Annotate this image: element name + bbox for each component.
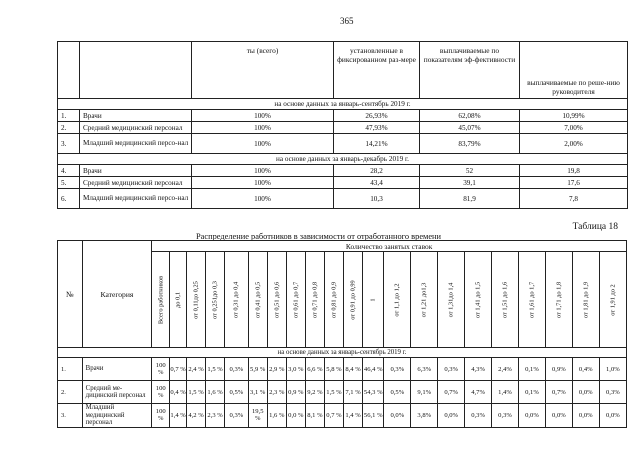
row-value: 5,9 % — [248, 358, 267, 381]
column-header-label: от 0,91 до 0,99 — [349, 279, 357, 320]
section-row — [58, 99, 628, 110]
row-category: Младший медицинский персо-нал — [80, 134, 192, 154]
column-header — [344, 252, 363, 348]
column-header — [545, 252, 572, 348]
row-number: 2. — [58, 381, 83, 404]
row-total: 100% — [192, 122, 334, 134]
column-header — [248, 252, 267, 348]
row-category: Младший медицинский персонал — [82, 404, 152, 428]
column-header-label: от 0,251до 0,3 — [211, 280, 219, 319]
row-value: 0,9% — [545, 358, 572, 381]
column-header-label: от 1,1 до 1,2 — [393, 282, 401, 317]
column-header-label: Всего работников — [157, 275, 165, 324]
table-row — [58, 177, 628, 189]
column-header — [267, 252, 286, 348]
row-value: 0,3% — [492, 404, 519, 428]
header-group: Количество занятых ставок — [152, 241, 627, 252]
header-number: № — [58, 241, 83, 348]
row-value: 0,5% — [384, 381, 411, 404]
column-header-label: от 1,91 до 2 — [609, 283, 617, 316]
row-number: 3. — [58, 404, 83, 428]
row-value: 1,5 % — [187, 381, 206, 404]
row-value: 0,1% — [519, 358, 546, 381]
row-value: 1,6 % — [267, 404, 286, 428]
column-header-label: от 0,61 до 0,7 — [292, 281, 300, 318]
header-category: Категория — [82, 241, 152, 348]
section-row — [58, 154, 628, 165]
column-header-label: от 1,21 до1,3 — [420, 282, 428, 317]
row-category: Младший медицинский персо-нал — [80, 189, 192, 209]
row-value: 3,1 % — [248, 381, 267, 404]
row-value: 0,7% — [545, 381, 572, 404]
row-value: 0,5% — [225, 381, 249, 404]
row-number: 2. — [58, 122, 80, 134]
row-value: 6,3% — [411, 358, 438, 381]
column-header — [519, 252, 546, 348]
row-total: 100% — [192, 189, 334, 209]
row-value: 0,3% — [438, 358, 465, 381]
column-header — [187, 252, 206, 348]
table-row — [58, 358, 627, 381]
row-number: 5. — [58, 177, 80, 189]
salary-structure-table — [57, 41, 628, 209]
row-value: 4,3% — [465, 358, 492, 381]
page-number: 365 — [340, 16, 354, 26]
row-value: 0,0% — [519, 404, 546, 428]
row-category: Врачи — [82, 358, 152, 381]
column-header-label: от 1,61 до 1,7 — [528, 281, 536, 318]
row-category: Средний медицинский персонал — [80, 177, 192, 189]
row-value: 4,7% — [465, 381, 492, 404]
row-value: 2,3 % — [206, 404, 225, 428]
row-value: 4,2 % — [187, 404, 206, 428]
row-value: 3,0 % — [286, 358, 305, 381]
column-header — [305, 252, 324, 348]
column-header-label: от 0,51 до 0,6 — [273, 281, 281, 318]
row-value: 1,0% — [599, 358, 626, 381]
row-value: 100 % — [152, 404, 170, 428]
row-total: 100% — [192, 165, 334, 177]
row-category: Врачи — [80, 165, 192, 177]
row-performance: 83,79% — [420, 134, 520, 154]
row-management: 2,00% — [520, 134, 628, 154]
row-management: 10,99% — [520, 110, 628, 122]
row-value: 0,3% — [599, 381, 626, 404]
row-value: 100 % — [152, 358, 170, 381]
row-value: 0,7 % — [324, 404, 343, 428]
row-fixed: 47,93% — [334, 122, 420, 134]
worktime-distribution-table — [57, 240, 627, 428]
row-number: 3. — [58, 134, 80, 154]
row-value: 0,3% — [384, 358, 411, 381]
row-number: 1. — [58, 110, 80, 122]
row-value: 0,4% — [572, 358, 599, 381]
header-fixed: установленные в фиксированном раз-мере — [334, 42, 420, 99]
row-fixed: 28,2 — [334, 165, 420, 177]
row-value: 8,4 % — [344, 358, 363, 381]
column-header-label: от 1,31до 1,4 — [447, 282, 455, 317]
row-value: 8,1 % — [305, 404, 324, 428]
row-value: 6,6 % — [305, 358, 324, 381]
row-value: 2,9 % — [267, 358, 286, 381]
row-value: 0,9 % — [286, 381, 305, 404]
section-title: на основе данных за январь-сентябрь 2019 г. — [58, 99, 628, 110]
row-value: 54,3 % — [363, 381, 384, 404]
row-value: 9,1% — [411, 381, 438, 404]
column-header-label: от 0,71 до 0,8 — [311, 281, 319, 318]
column-header — [599, 252, 626, 348]
row-total: 100% — [192, 110, 334, 122]
row-value: 9,2 % — [305, 381, 324, 404]
row-value: 1,4 % — [170, 404, 187, 428]
row-total: 100% — [192, 177, 334, 189]
column-header — [572, 252, 599, 348]
row-category: Средний ме-дицинский персонал — [82, 381, 152, 404]
row-value: 0,0% — [438, 404, 465, 428]
row-total: 100% — [192, 134, 334, 154]
table-caption: Распределение работников в зависимости от отработанного времени — [196, 232, 442, 241]
column-header-label: от 1,71 до 1,8 — [555, 281, 563, 318]
row-performance: 62,08% — [420, 110, 520, 122]
row-value: 2,4% — [492, 358, 519, 381]
table-row — [58, 134, 628, 154]
column-header-label: от 1,41 до 1,5 — [474, 281, 482, 318]
row-fixed: 10,3 — [334, 189, 420, 209]
row-value: 1,5 % — [206, 358, 225, 381]
header-performance: выплачиваемые по показателям эф-фективности — [420, 42, 520, 99]
row-performance: 52 — [420, 165, 520, 177]
row-value: 0,3% — [225, 404, 249, 428]
column-header — [465, 252, 492, 348]
row-value: 1,5 % — [324, 381, 343, 404]
header-management: выплачиваемые по реше-нию руководителя — [520, 42, 628, 99]
column-header — [384, 252, 411, 348]
row-performance: 81,9 — [420, 189, 520, 209]
table-row — [58, 110, 628, 122]
section-row — [58, 348, 627, 358]
row-management: 7,8 — [520, 189, 628, 209]
row-performance: 39,1 — [420, 177, 520, 189]
column-header — [170, 252, 187, 348]
row-value: 2,4 % — [187, 358, 206, 381]
column-header — [363, 252, 384, 348]
row-value: 0,0% — [384, 404, 411, 428]
table-row — [58, 381, 627, 404]
section-title: на основе данных за январь-декабрь 2019 г. — [58, 154, 628, 165]
row-performance: 45,07% — [420, 122, 520, 134]
column-header — [411, 252, 438, 348]
row-value: 0,4 % — [170, 381, 187, 404]
table-row — [58, 189, 628, 209]
row-number: 4. — [58, 165, 80, 177]
row-category: Средний медицинский персонал — [80, 122, 192, 134]
column-header-label: от 0,11до 0,25 — [192, 280, 200, 319]
row-value: 0,0% — [545, 404, 572, 428]
row-category: Врачи — [80, 110, 192, 122]
column-header-label: от 1,81 до 1,9 — [582, 281, 590, 318]
table-label: Таблица 18 — [572, 222, 618, 232]
row-value: 0,0% — [599, 404, 626, 428]
row-value: 7,1 % — [344, 381, 363, 404]
column-header-label: до 0,1 — [174, 291, 182, 308]
row-value: 0,3% — [225, 358, 249, 381]
row-number: 1. — [58, 358, 83, 381]
table-row — [58, 122, 628, 134]
column-header-label: 1 — [369, 297, 377, 302]
row-value: 19,5 % — [248, 404, 267, 428]
column-header-label: от 0,41 до 0,5 — [254, 281, 262, 318]
column-header-label: от 0,81 до 0,9 — [330, 281, 338, 318]
section-title: на основе данных за январь-сентябрь 2019 г. — [58, 348, 627, 358]
row-value: 56,1 % — [363, 404, 384, 428]
column-header — [324, 252, 343, 348]
column-header — [438, 252, 465, 348]
row-value: 2,3 % — [267, 381, 286, 404]
row-value: 5,8 % — [324, 358, 343, 381]
row-value: 0,0% — [572, 381, 599, 404]
table-header-row — [58, 42, 628, 99]
column-header — [225, 252, 249, 348]
row-value: 0,7% — [438, 381, 465, 404]
row-management: 19,8 — [520, 165, 628, 177]
row-value: 1,6 % — [206, 381, 225, 404]
table-header-row — [58, 241, 627, 252]
column-header — [206, 252, 225, 348]
column-header-label: от 1,51 до 1,6 — [501, 281, 509, 318]
row-value: 1,4 % — [344, 404, 363, 428]
row-value: 46,4 % — [363, 358, 384, 381]
row-value: 0,3% — [465, 404, 492, 428]
column-header — [286, 252, 305, 348]
row-management: 7,00% — [520, 122, 628, 134]
header-total: ты (всего) — [192, 42, 334, 99]
row-management: 17,6 — [520, 177, 628, 189]
column-header — [492, 252, 519, 348]
column-header — [152, 252, 170, 348]
table-row — [58, 404, 627, 428]
row-fixed: 14,21% — [334, 134, 420, 154]
row-value: 0,7 % — [170, 358, 187, 381]
row-value: 0,1% — [519, 381, 546, 404]
row-value: 100 % — [152, 381, 170, 404]
row-value: 1,4% — [492, 381, 519, 404]
column-header-label: от 0,31 до 0,4 — [232, 281, 240, 318]
row-number: 6. — [58, 189, 80, 209]
row-value: 0,0 % — [286, 404, 305, 428]
row-fixed: 26,93% — [334, 110, 420, 122]
row-value: 3,8% — [411, 404, 438, 428]
table-row — [58, 165, 628, 177]
row-fixed: 43,4 — [334, 177, 420, 189]
row-value: 0,0% — [572, 404, 599, 428]
